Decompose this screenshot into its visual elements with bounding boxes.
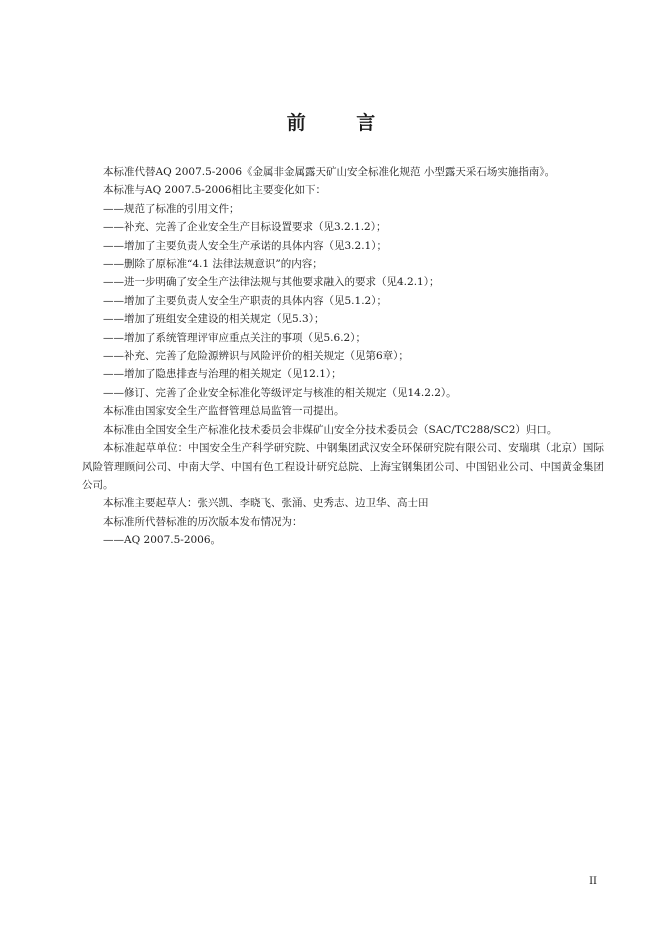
list-item: ——增加了主要负责人安全生产承诺的具体内容（见3.2.1）；: [103, 239, 387, 252]
paragraph: 本标准代替AQ 2007.5-2006《金属非金属露天矿山安全标准化规范 小型露天采石场实施指南》。: [103, 166, 556, 178]
list-item: ——增加了隐患排查与治理的相关规定（见12.1）；: [103, 368, 342, 381]
list-item: ——AQ 2007.5-2006。: [103, 534, 222, 547]
page-number: II: [589, 876, 597, 887]
list-item: ——增加了主要负责人安全生产职责的具体内容（见5.1.2）；: [103, 294, 387, 307]
foreword-body: [82, 163, 604, 550]
list-item: ——进一步明确了安全生产法律法规与其他要求融入的要求（见4.2.1）；: [103, 276, 440, 289]
list-item: ——规范了标准的引用文件；: [103, 202, 240, 215]
paragraph: 本标准起草单位：中国安全生产科学研究院、中钢集团武汉安全环保研究院有限公司、安瑞琪（北京）国际风险管理顾问公司、中南大学、中国有色工程设计研究总院、上海宝钢集团公司、中国铝业公司、中国黄金集团公司。: [82, 442, 604, 491]
paragraph: 本标准所代替标准的历次版本发布情况为：: [103, 515, 303, 528]
paragraph: 本标准与AQ 2007.5-2006相比主要变化如下：: [103, 184, 327, 197]
page-title: 前 言: [286, 112, 398, 134]
paragraph: 本标准主要起草人：张兴凯、李晓飞、张涌、史秀志、边卫华、高士田: [103, 497, 429, 510]
list-item: ——修订、完善了企业安全标准化等级评定与核准的相关规定（见14.2.2）。: [103, 386, 457, 399]
list-item: ——补充、完善了危险源辨识与风险评价的相关规定（见第6章）；: [103, 350, 409, 363]
list-item: ——增加了系统管理评审应重点关注的事项（见5.6.2）；: [103, 331, 366, 344]
list-item: ——补充、完善了企业安全生产目标设置要求（见3.2.1.2）；: [103, 221, 387, 234]
paragraph: 本标准由全国安全生产标准化技术委员会非煤矿山安全分技术委员会（SAC/TC288/SC2）归口。: [103, 423, 558, 436]
list-item: ——增加了班组安全建设的相关规定（见5.3）；: [103, 313, 325, 326]
paragraph: 本标准由国家安全生产监督管理总局监管一司提出。: [103, 405, 345, 418]
list-item: ——删除了原标准“4.1 法律法规意识”的内容；: [103, 258, 323, 271]
